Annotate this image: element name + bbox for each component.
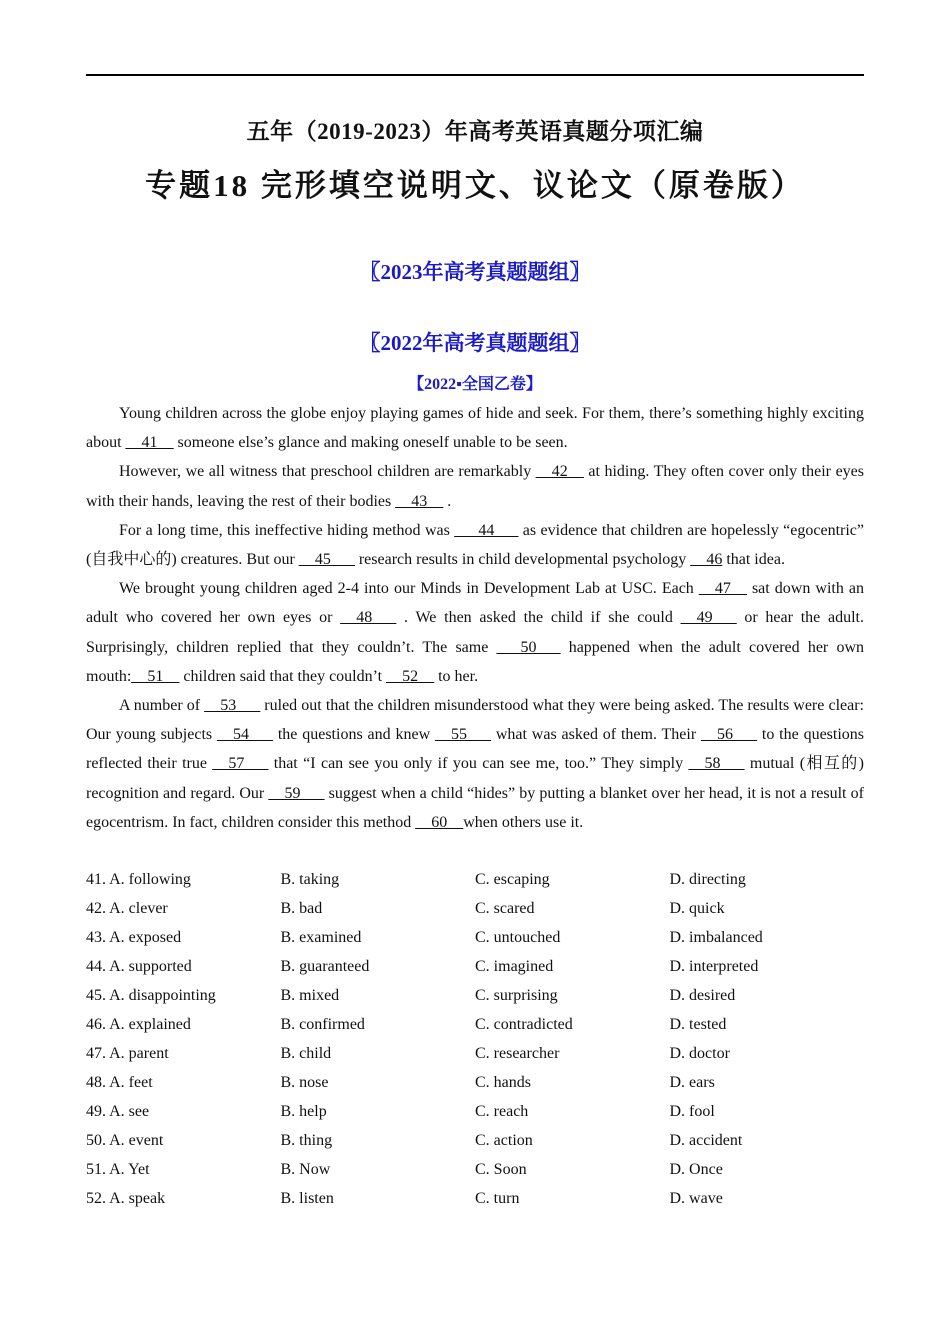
blank-50: ___50___: [496, 638, 561, 656]
passage-text: children said that they couldn’t: [179, 667, 387, 685]
option-c: C. turn: [475, 1190, 520, 1207]
option-a: 50. A. event: [86, 1132, 164, 1149]
option-b: B. child: [280, 1045, 332, 1062]
option-row: [86, 1184, 864, 1213]
option-d: D. quick: [669, 900, 725, 917]
paper-label: 【2022▪全国乙卷】: [408, 376, 542, 393]
option-c: C. escaping: [475, 871, 550, 888]
blank-45: __45___: [298, 551, 355, 569]
option-d: D. doctor: [669, 1045, 730, 1062]
option-b: B. bad: [280, 900, 323, 917]
option-a: 44. A. supported: [86, 958, 192, 975]
option-c: C. reach: [475, 1103, 529, 1120]
blank-42: __42__: [535, 463, 584, 481]
option-c: C. untouched: [475, 929, 561, 946]
option-d: D. interpreted: [669, 958, 759, 975]
option-row: [86, 1010, 864, 1039]
option-row: [86, 952, 864, 981]
option-c: C. surprising: [475, 987, 558, 1004]
passage-text: However, we all witness that preschool children are remarkably: [119, 463, 536, 481]
option-b: B. nose: [280, 1074, 329, 1091]
option-a: 45. A. disappointing: [86, 987, 216, 1004]
option-b: B. taking: [280, 871, 340, 888]
option-b: B. thing: [280, 1132, 333, 1149]
option-b: B. listen: [280, 1190, 334, 1207]
option-c: C. action: [475, 1132, 533, 1149]
option-d: D. fool: [669, 1103, 715, 1120]
passage-text: ruled out that the children misunderstood what they were being asked. The results were clear: Our young subjects: [86, 697, 864, 744]
passage-paragraph-5: [86, 691, 864, 837]
option-d: D. wave: [669, 1190, 723, 1207]
blank-46: __46: [690, 551, 723, 569]
blank-44: ___44___: [454, 521, 519, 539]
option-c: C. hands: [475, 1074, 531, 1091]
header-rule: [86, 74, 864, 76]
passage-text: happened when the adult covered her own mouth:: [86, 638, 864, 685]
option-d: D. tested: [669, 1016, 727, 1033]
option-d: D. Once: [669, 1161, 723, 1178]
passage-paragraph-3: [86, 516, 864, 574]
option-b: B. confirmed: [280, 1016, 365, 1033]
option-row: [86, 981, 864, 1010]
options-list: [86, 865, 864, 1213]
blank-51: __51__: [131, 667, 180, 685]
passage-text: mutual (相互的) recognition and regard. Our: [86, 755, 864, 802]
option-d: D. accident: [669, 1132, 743, 1149]
option-c: C. Soon: [475, 1161, 527, 1178]
passage-text: A number of: [119, 697, 205, 715]
passage-text: that idea.: [722, 551, 785, 569]
blank-56: __56___: [701, 726, 758, 744]
passage-text: to her.: [434, 667, 479, 685]
option-a: 46. A. explained: [86, 1016, 191, 1033]
passage-text: . We then asked the child if she could: [396, 609, 681, 627]
option-row: [86, 865, 864, 894]
passage-paragraph-1: [86, 399, 864, 457]
option-c: C. contradicted: [475, 1016, 573, 1033]
passage-paragraph-4: [86, 574, 864, 691]
blank-52: __52__: [386, 667, 435, 685]
option-d: D. desired: [669, 987, 736, 1004]
passage-text: For a long time, this ineffective hiding method was: [119, 521, 455, 539]
section-heading-2022: 〖2022年高考真题题组〗: [359, 331, 591, 355]
blank-49: __49___: [680, 609, 737, 627]
passage-text: as evidence that children are hopelessly “egocentric” (自我中心的) creatures. But our: [86, 521, 865, 569]
option-d: D. imbalanced: [669, 929, 763, 946]
option-a: 51. A. Yet: [86, 1161, 150, 1178]
blank-53: __53___: [204, 697, 261, 715]
option-a: 42. A. clever: [86, 900, 168, 917]
option-d: D. ears: [669, 1074, 715, 1091]
option-d: D. directing: [669, 871, 746, 888]
passage-text: someone else’s glance and making oneself unable to be seen.: [173, 434, 568, 452]
blank-59: __59___: [268, 784, 325, 802]
option-c: C. researcher: [475, 1045, 560, 1062]
passage-text: or hear the adult. Surprisingly, children replied that they couldn’t. The same: [86, 609, 865, 656]
blank-57: __57___: [212, 755, 269, 773]
passage-text: research results in child developmental psychology: [354, 551, 691, 569]
blank-54: __54___: [216, 726, 273, 744]
option-a: 52. A. speak: [86, 1190, 166, 1207]
option-row: [86, 1068, 864, 1097]
blank-47: __47__: [698, 580, 747, 598]
option-a: 43. A. exposed: [86, 929, 182, 946]
passage-text: that “I can see you only if you can see me, too.” They simply: [268, 755, 689, 773]
option-a: 48. A. feet: [86, 1074, 153, 1091]
blank-55: __55___: [434, 726, 491, 744]
blank-58: __58___: [688, 755, 745, 773]
section-heading-2023: 〖2023年高考真题题组〗: [359, 260, 591, 284]
passage-paragraph-2: [86, 457, 864, 515]
passage-text: .: [443, 492, 452, 510]
blank-41: __41__: [125, 434, 174, 452]
option-a: 49. A. see: [86, 1103, 150, 1120]
passage-text: Young children across the globe enjoy playing games of hide and seek. For them, there’s something highly exciting about: [86, 405, 864, 452]
option-c: C. scared: [475, 900, 535, 917]
blank-60: __60__: [415, 813, 464, 831]
blank-48: __48___: [340, 609, 397, 627]
passage-text: to the questions reflected their true: [86, 726, 865, 773]
option-b: B. Now: [280, 1161, 331, 1178]
page-title: 五年（2019-2023）年高考英语真题分项汇编: [246, 119, 704, 144]
page-subtitle: 专题18 完形填空说明文、议论文（原卷版）: [145, 168, 805, 203]
blank-43: __43__: [395, 492, 444, 510]
passage-text: what was asked of them. Their: [490, 726, 702, 744]
option-b: B. examined: [280, 929, 362, 946]
option-row: [86, 1097, 864, 1126]
option-a: 47. A. parent: [86, 1045, 169, 1062]
passage-text: at hiding. They often cover only their eyes with their hands, leaving the rest of their bodies: [86, 463, 864, 510]
cloze-passage: [86, 399, 864, 837]
option-b: B. help: [280, 1103, 327, 1120]
passage-text: suggest when a child “hides” by putting a blanket over her head, it is not a result of egocentrism. In fact, children consider this method: [86, 784, 864, 831]
option-c: C. imagined: [475, 958, 554, 975]
option-row: [86, 894, 864, 923]
option-b: B. guaranteed: [280, 958, 370, 975]
option-row: [86, 1155, 864, 1184]
option-row: [86, 1126, 864, 1155]
option-b: B. mixed: [280, 987, 340, 1004]
option-row: [86, 1039, 864, 1068]
passage-text: sat down with an adult who covered her own eyes or: [86, 580, 864, 627]
option-a: 41. A. following: [86, 871, 191, 888]
passage-text: when others use it.: [463, 813, 584, 831]
passage-text: We brought young children aged 2-4 into our Minds in Development Lab at USC. Each: [119, 580, 699, 598]
option-row: [86, 923, 864, 952]
passage-text: the questions and knew: [272, 726, 435, 744]
